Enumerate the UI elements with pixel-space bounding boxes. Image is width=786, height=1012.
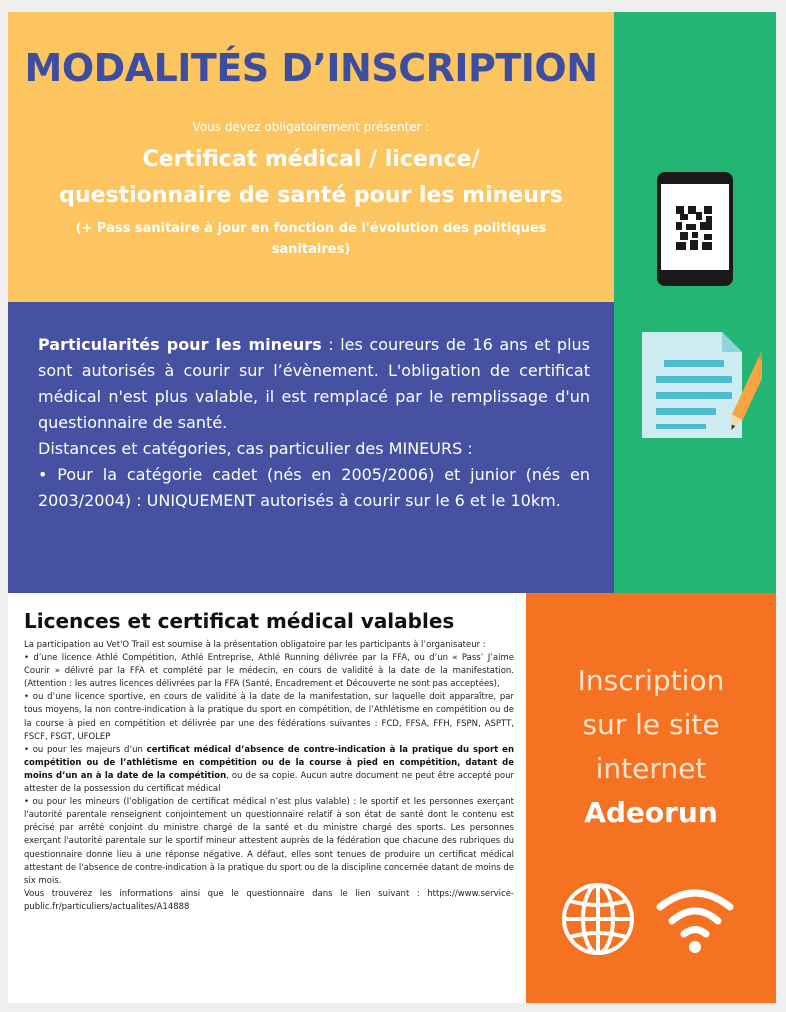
minors-heading: Particularités pour les mineurs xyxy=(38,335,322,354)
licences-paragraph-link: Vous trouverez les informations ainsi que le questionnaire dans le lien suivant : https://www.service-public.fr/particuliers/actualites/A14888 xyxy=(24,888,514,912)
licences-title: Licences et certificat médical valables xyxy=(24,609,455,633)
certificate-line-1: Certificat médical / licence/ xyxy=(142,147,480,172)
adults-certificate-requirement: certificat médical d’absence de contre-indication à la pratique du sport en compétition ou de l’athlétisme en compétition ou de la course à pied en compétition, datant de moins d’un an à la date de la compétition xyxy=(24,744,514,781)
registration-line-1: Inscription xyxy=(577,664,725,697)
icon-sidebar xyxy=(614,12,776,593)
certificate-heading xyxy=(24,142,598,214)
registration-line-2: sur le site xyxy=(582,708,720,741)
registration-site-name: Adeorun xyxy=(584,796,718,829)
licences-paragraph-minors: • ou pour les mineurs (l’obligation de certificat médical n’est plus valable) : le sportif et les personnes exerçant l'autorité parentale renseignent conjointement un questionnaire relatif à son état de santé dont le contenu est précisé par arrêté conjoint du ministre chargé de la santé et du ministre chargé des sports. Les personnes exerçant l'autorité parentale sur le sportif mineur attestent auprès de la fédération que chacune des rubriques du questionnaire donne lieu à une réponse négative. A défaut, elles sont tenues de produire un certificat médical attestant de l'absence de contre-indication à la pratique du sport ou de la discipline concernée datant de moins de six mois. xyxy=(24,797,514,886)
adults-suffix: , ou de sa copie. Aucun autre document ne peut être accepté pour attester de la possession du certificat médical xyxy=(24,770,514,795)
licences-paragraph-ffa: • d’une licence Athlé Compétition, Athlé Entreprise, Athlé Running délivrée par la FFA, ou d’un « Pass’ J’aime Courir » délivré par la FFA et complété par le médecin, en cours de validité à la date de la manifestation. (Attention : les autres licences délivrées par la FFA (Santé, Encadrement et Découverte ne sont pas acceptées), xyxy=(24,653,514,690)
pass-sanitaire-note: (+ Pass sanitaire à jour en fonction de l'évolution des politiques sanitaires) xyxy=(75,221,547,257)
minors-categories-heading: Distances et catégories, cas particulier des MINEURS : xyxy=(38,439,473,458)
intro-text: Vous devez obligatoirement présenter : xyxy=(192,120,430,134)
minors-panel xyxy=(8,302,614,593)
header-panel xyxy=(8,12,614,302)
document-pencil-icon xyxy=(638,330,762,440)
licences-paragraph-sport: • ou d’une licence sportive, en cours de validité à la date de la manifestation, sur laquelle doit apparaître, par tous moyens, la non contre-indication à la pratique du sport en compétition, de l’Athlétisme en compétition ou de la course à pied en compétition et délivrée par une des fédérations suivantes : FCD, FFSA, FFH, FSPN, ASPTT, FSCF, FSGT, UFOLEP xyxy=(24,692,514,742)
minors-description: : les coureurs de 16 ans et plus sont autorisés à courir sur l’évènement. L'obligation de certificat médical n'est plus valable, il est remplacé par le remplissage d'un questionnaire de santé. xyxy=(38,335,591,432)
qr-phone-icon xyxy=(657,172,733,286)
registration-panel xyxy=(526,593,776,1003)
minors-text xyxy=(38,332,590,514)
registration-line-3: internet xyxy=(595,752,707,785)
minors-paragraph xyxy=(38,332,590,436)
licences-paragraph-intro: La participation au Vet'O Trail est soumise à la présentation obligatoire par les participants à l’organisateur : xyxy=(24,640,486,650)
page-title: MODALITÉS D’INSCRIPTION xyxy=(24,46,598,90)
adults-prefix: • ou pour les majeurs d’un xyxy=(24,744,147,755)
licences-panel xyxy=(8,593,526,1003)
licences-paragraph-adults xyxy=(24,744,514,796)
registration-text xyxy=(526,659,776,835)
licences-body xyxy=(24,639,514,914)
minors-categories-detail: • Pour la catégorie cadet (nés en 2005/2006) et junior (nés en 2003/2004) : UNIQUEMENT autorisés à courir sur le 6 et le 10km. xyxy=(38,465,590,510)
certificate-line-2: questionnaire de santé pour les mineurs xyxy=(59,183,563,208)
globe-icon xyxy=(560,881,636,957)
wifi-icon xyxy=(654,885,736,955)
